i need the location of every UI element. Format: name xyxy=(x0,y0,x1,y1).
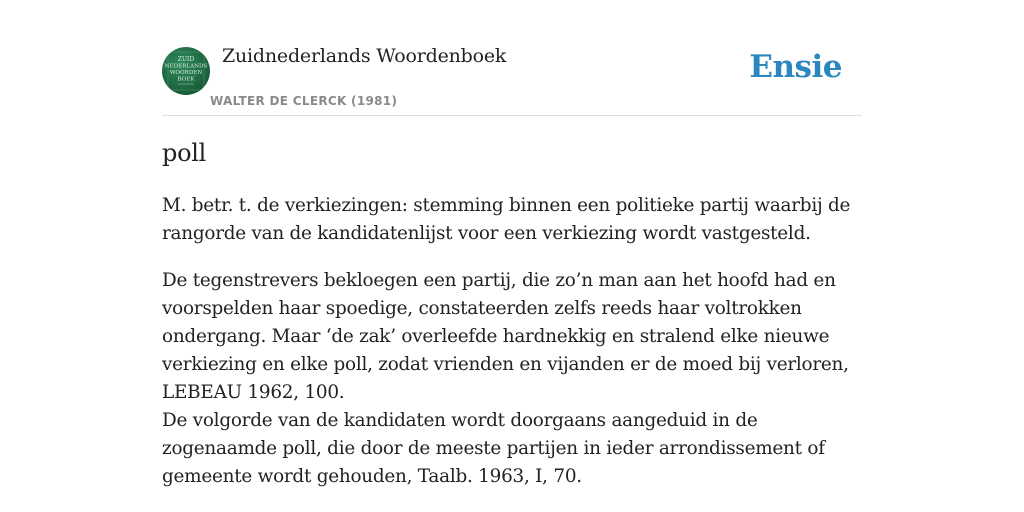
logo-line-2: NEDERLANDS xyxy=(164,63,208,70)
book-cover-icon xyxy=(162,47,210,95)
book-author: WALTER DE CLERCK (1981) xyxy=(210,94,398,108)
logo-line-4: BOEK xyxy=(177,76,195,83)
book-cover-logo[interactable] xyxy=(162,47,210,95)
entry-quote: De volgorde van de kandidaten wordt doorgaans aangeduid in de zogenaamde poll, die door de meeste partijen in ieder arrondissement of gemeente wordt gehouden, Taalb. 1963, I, 70. xyxy=(162,410,825,487)
logo-line-3: WOORDEN xyxy=(169,70,203,76)
book-title[interactable]: Zuidnederlands Woordenboek xyxy=(222,45,507,67)
logo-line-1: ZUID xyxy=(177,56,195,63)
entry-headword: poll xyxy=(162,139,206,167)
page xyxy=(162,0,862,487)
entry-quote: De tegenstrevers bekloegen een partij, die zo’n man aan het hoofd had en voorspelden haar spoedige, constateerden zelfs reeds haar voltrokken ondergang. Maar ‘de zak’ overleefde hardnekkig en stralend elke nieuwe verkiezing en elke poll, zodat vrienden en vijanden er de moed bij verloren, LEBEAU 1962, 100. xyxy=(162,270,849,403)
entry-definition: M. betr. t. de verkiezingen: stemming binnen een politieke partij waarbij de rangorde van de kandidatenlijst voor een verkiezing wordt vastgesteld. xyxy=(162,195,851,244)
site-logo[interactable]: Ensie xyxy=(749,49,842,85)
page-header xyxy=(162,0,862,116)
